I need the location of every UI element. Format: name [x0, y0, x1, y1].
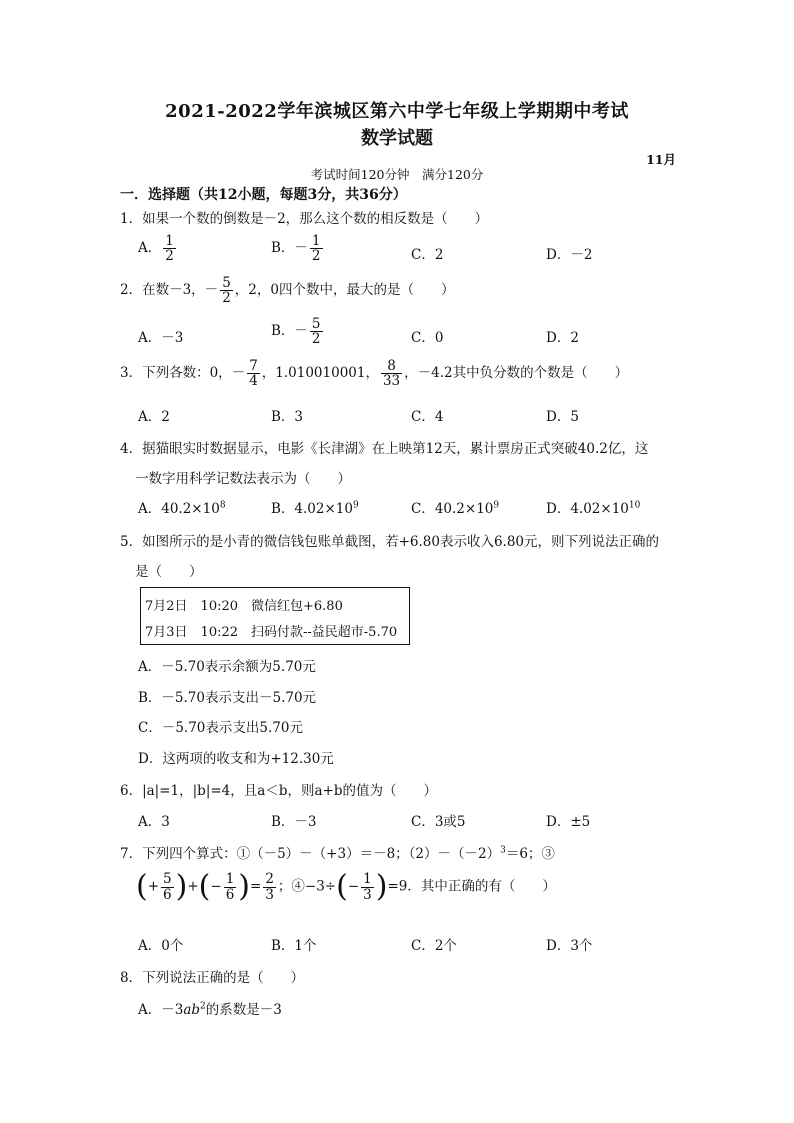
option-c: C．3或5	[411, 814, 466, 830]
fraction: $\frac{1}{2}$	[165, 233, 174, 265]
option-b: B．3	[271, 409, 304, 425]
option-c: C．0	[411, 330, 444, 346]
option-d: D．3个	[546, 938, 593, 954]
question-1: 1．如果一个数的倒数是－2，那么这个数的相反数是（ ）	[120, 211, 489, 227]
option-a: A．－5.70表示余额为5.70元	[138, 659, 316, 675]
option-c: C．2个	[411, 938, 457, 954]
option-a: A．0个	[138, 938, 184, 954]
option-b: B．1个	[271, 938, 317, 954]
fraction: $\frac{5}{6}$	[163, 871, 172, 903]
exam-title: 2021-2022学年滨城区第六中学七年级上学期期中考试	[165, 101, 629, 122]
option-c: C．$40.2\times 10^9$	[411, 500, 500, 517]
bill-row-1: 7月2日 10:20 微信红包+6.80	[145, 599, 343, 614]
option-a: A．2	[138, 409, 170, 425]
exam-info: 考试时间120分钟 满分120分	[310, 167, 484, 182]
fraction: $\frac{8}{33}$	[382, 358, 401, 390]
option-b: B．－3	[271, 814, 317, 830]
fraction: $\frac{2}{3}$	[265, 871, 274, 903]
question-7: 7．下列四个算式：①（－5）－（+3）＝－8；$(2)-(-2)^3=6$；③	[120, 845, 555, 862]
question-8: 8．下列说法正确的是（ ）	[120, 970, 305, 986]
question-7-expr: (+ $\frac{5}{6}$ )+(− $\frac{1}{6}$ )= $\frac{2}{3}$ ；④−3÷(− $\frac{1}{3}$ )=9．其中正确的有（ ）	[136, 869, 556, 904]
option-d: D．5	[546, 409, 579, 425]
question-4-cont: 一数字用科学记数法表示为（ ）	[135, 471, 351, 487]
option-d: D．这两项的收支和为+12.30元	[138, 751, 334, 767]
option-d: D．$4.02\times 10^{10}$	[546, 500, 641, 517]
option-a: A．3	[138, 814, 170, 830]
question-6: 6．|a|=1，|b|=4，且a＜b，则a+b的值为（ ）	[120, 783, 437, 799]
option-a: A．$40.2\times 10^8$	[138, 500, 226, 517]
wallet-bill-screenshot	[140, 587, 410, 645]
exam-month: 11月	[646, 152, 676, 167]
option-b: B．－5.70表示支出－5.70元	[138, 690, 317, 706]
question-5-cont: 是（ ）	[135, 564, 203, 580]
option-c: C．4	[411, 409, 444, 425]
option-b: B．－ $\frac{1}{2}$	[271, 233, 321, 265]
option-d: D．2	[546, 330, 579, 346]
exam-subject: 数学试题	[361, 128, 433, 149]
fraction: $\frac{5}{2}$	[222, 275, 231, 307]
fraction: $\frac{1}{2}$	[311, 233, 321, 265]
question-3: 3．下列各数：0，－ $\frac{7}{4}$ ，1.010010001， $\frac{8}{33}$ ，－4.2其中负分数的个数是（ ）	[120, 358, 629, 390]
option-d: D．－2	[546, 247, 593, 263]
question-2: 2．在数－3，－ $\frac{5}{2}$ ，2，0四个数中，最大的是（ ）	[120, 275, 455, 307]
fraction: $\frac{5}{2}$	[311, 316, 321, 348]
option-a: A．$-3ab^2$的系数是－3	[138, 1001, 282, 1018]
section-heading: 一．选择题（共12小题，每题3分，共36分）	[120, 187, 407, 203]
option-a: A．－3	[138, 330, 184, 346]
question-5: 5．如图所示的是小青的微信钱包账单截图，若+6.80表示收入6.80元，则下列说法正确的	[120, 534, 660, 550]
option-b: B．－ $\frac{5}{2}$	[271, 316, 321, 348]
fraction: $\frac{7}{4}$	[249, 358, 258, 390]
fraction: $\frac{1}{6}$	[225, 871, 235, 903]
option-d: D．±5	[546, 814, 591, 830]
option-c: C．－5.70表示支出5.70元	[138, 720, 303, 736]
bill-row-2: 7月3日 10:22 扫码付款--益民超市-5.70	[145, 625, 398, 640]
option-a: A． $\frac{1}{2}$	[138, 233, 174, 265]
question-4: 4．据猫眼实时数据显示，电影《长津湖》在上映第12天，累计票房正式突破40.2亿，这	[120, 441, 649, 457]
fraction: $\frac{1}{3}$	[363, 871, 372, 903]
option-b: B．$4.02\times 10^9$	[271, 500, 359, 517]
option-c: C．2	[411, 247, 444, 263]
